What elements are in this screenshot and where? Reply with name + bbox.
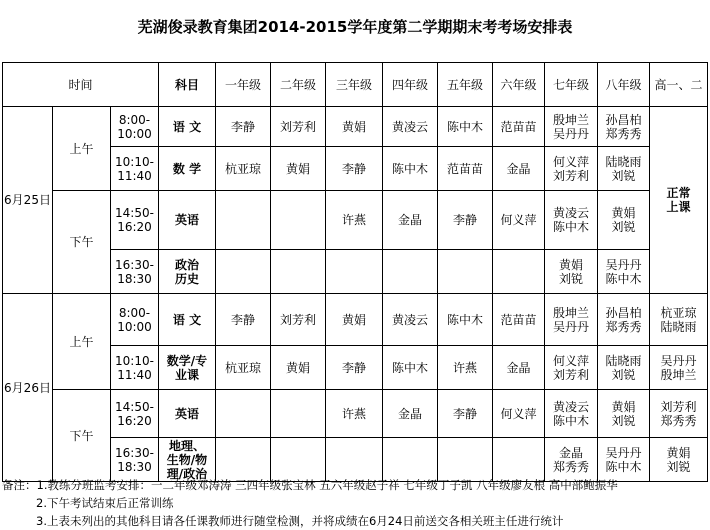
schedule-row bbox=[3, 107, 708, 147]
proctor-cell: 杭亚琼 bbox=[216, 346, 271, 390]
note-line: 1.教练分班监考安排：一二年级邓涛涛 三四年级张宝林 五六年级赵子祥 七年级丁子凯 八年级廖友根 高中部鲍振华 bbox=[36, 478, 618, 492]
proctor-cell bbox=[216, 390, 271, 438]
header-time: 时间 bbox=[3, 63, 159, 107]
header-grade: 高一、二 bbox=[650, 63, 708, 107]
proctor-cell: 黄娟 刘锐 bbox=[598, 390, 650, 438]
subject-cell: 语 文 bbox=[159, 107, 216, 147]
proctor-cell: 许燕 bbox=[326, 191, 383, 250]
proctor-cell: 黄凌云 陈中木 bbox=[545, 191, 598, 250]
proctor-cell bbox=[216, 191, 271, 250]
time-cell: 8:00- 10:00 bbox=[111, 294, 159, 346]
proctor-cell bbox=[271, 438, 326, 482]
proctor-cell bbox=[216, 250, 271, 294]
proctor-cell: 金晶 bbox=[383, 390, 438, 438]
proctor-cell: 陆晓雨 刘锐 bbox=[598, 346, 650, 390]
proctor-cell bbox=[326, 250, 383, 294]
time-cell: 8:00- 10:00 bbox=[111, 107, 159, 147]
subject-cell: 数 学 bbox=[159, 147, 216, 191]
header-grade: 六年级 bbox=[493, 63, 545, 107]
proctor-cell: 陈中木 bbox=[438, 107, 493, 147]
proctor-cell: 金晶 郑秀秀 bbox=[545, 438, 598, 482]
session-cell: 上午 bbox=[53, 107, 111, 191]
proctor-cell: 李静 bbox=[326, 147, 383, 191]
proctor-cell bbox=[326, 438, 383, 482]
session-cell: 上午 bbox=[53, 294, 111, 390]
proctor-cell bbox=[383, 438, 438, 482]
header-grade: 五年级 bbox=[438, 63, 493, 107]
proctor-cell: 李静 bbox=[216, 294, 271, 346]
proctor-cell: 黄娟 bbox=[326, 107, 383, 147]
proctor-cell: 许燕 bbox=[326, 390, 383, 438]
proctor-cell bbox=[216, 438, 271, 482]
proctor-cell: 范苗苗 bbox=[493, 294, 545, 346]
proctor-cell: 黄凌云 bbox=[383, 294, 438, 346]
subject-cell: 语 文 bbox=[159, 294, 216, 346]
proctor-cell: 陈中木 bbox=[438, 294, 493, 346]
proctor-cell: 金晶 bbox=[383, 191, 438, 250]
subject-cell: 英语 bbox=[159, 390, 216, 438]
notes-label: 备注： bbox=[2, 478, 37, 492]
proctor-cell bbox=[383, 250, 438, 294]
subject-cell: 政治 历史 bbox=[159, 250, 216, 294]
header-grade: 一年级 bbox=[216, 63, 271, 107]
time-cell: 16:30- 18:30 bbox=[111, 438, 159, 482]
notes bbox=[2, 476, 708, 530]
time-cell: 16:30- 18:30 bbox=[111, 250, 159, 294]
proctor-cell: 李静 bbox=[326, 346, 383, 390]
proctor-cell: 黄娟 刘锐 bbox=[545, 250, 598, 294]
proctor-cell: 黄娟 刘锐 bbox=[598, 191, 650, 250]
proctor-cell: 黄凌云 陈中木 bbox=[545, 390, 598, 438]
proctor-cell: 陆晓雨 刘锐 bbox=[598, 147, 650, 191]
proctor-cell: 吴丹丹 殷坤兰 bbox=[650, 346, 708, 390]
proctor-cell: 何义萍 bbox=[493, 191, 545, 250]
proctor-cell: 黄娟 bbox=[326, 294, 383, 346]
proctor-cell bbox=[271, 390, 326, 438]
time-cell: 10:10- 11:40 bbox=[111, 346, 159, 390]
subject-cell: 英语 bbox=[159, 191, 216, 250]
proctor-cell: 金晶 bbox=[493, 346, 545, 390]
date-cell: 6月25日 bbox=[3, 107, 53, 294]
header-grade: 八年级 bbox=[598, 63, 650, 107]
proctor-cell: 杭亚琼 bbox=[216, 147, 271, 191]
proctor-cell: 孙昌柏 郑秀秀 bbox=[598, 107, 650, 147]
subject-cell: 地理、 生物/物 理/政治 bbox=[159, 438, 216, 482]
proctor-cell: 殷坤兰 吴丹丹 bbox=[545, 107, 598, 147]
proctor-cell: 刘芳利 bbox=[271, 294, 326, 346]
time-cell: 10:10- 11:40 bbox=[111, 147, 159, 191]
proctor-cell: 范苗苗 bbox=[438, 147, 493, 191]
proctor-cell: 何义萍 刘芳利 bbox=[545, 147, 598, 191]
proctor-cell: 殷坤兰 吴丹丹 bbox=[545, 294, 598, 346]
proctor-cell bbox=[493, 438, 545, 482]
proctor-cell bbox=[271, 250, 326, 294]
proctor-cell: 孙昌柏 郑秀秀 bbox=[598, 294, 650, 346]
proctor-cell: 陈中木 bbox=[383, 147, 438, 191]
header-subject: 科目 bbox=[159, 63, 216, 107]
proctor-cell: 李静 bbox=[216, 107, 271, 147]
proctor-cell bbox=[493, 250, 545, 294]
proctor-cell: 范苗苗 bbox=[493, 107, 545, 147]
header-grade: 四年级 bbox=[383, 63, 438, 107]
subject-cell: 数学/专 业课 bbox=[159, 346, 216, 390]
session-cell: 下午 bbox=[53, 191, 111, 294]
proctor-cell: 吴丹丹 陈中木 bbox=[598, 250, 650, 294]
schedule-row bbox=[3, 390, 708, 438]
proctor-cell: 刘芳利 bbox=[271, 107, 326, 147]
proctor-cell: 杭亚琼 陆晓雨 bbox=[650, 294, 708, 346]
schedule-table bbox=[2, 62, 708, 482]
proctor-cell: 陈中木 bbox=[383, 346, 438, 390]
proctor-cell: 何义萍 刘芳利 bbox=[545, 346, 598, 390]
header-grade: 七年级 bbox=[545, 63, 598, 107]
proctor-cell: 金晶 bbox=[493, 147, 545, 191]
date-cell: 6月26日 bbox=[3, 294, 53, 482]
proctor-cell bbox=[271, 191, 326, 250]
proctor-cell: 刘芳利 郑秀秀 bbox=[650, 390, 708, 438]
proctor-cell: 吴丹丹 陈中木 bbox=[598, 438, 650, 482]
proctor-cell: 李静 bbox=[438, 390, 493, 438]
special-cell: 正常 上课 bbox=[650, 107, 708, 294]
page-title: 芜湖俊录教育集团2014-2015学年度第二学期期末考考场安排表 bbox=[137, 18, 573, 36]
proctor-cell: 何义萍 bbox=[493, 390, 545, 438]
proctor-cell: 黄娟 bbox=[271, 147, 326, 191]
proctor-cell: 李静 bbox=[438, 191, 493, 250]
proctor-cell: 黄娟 bbox=[271, 346, 326, 390]
note-line: 2.下午考试结束后正常训练 bbox=[36, 496, 174, 510]
time-cell: 14:50- 16:20 bbox=[111, 191, 159, 250]
schedule-row bbox=[3, 294, 708, 346]
proctor-cell bbox=[438, 438, 493, 482]
proctor-cell: 许燕 bbox=[438, 346, 493, 390]
schedule-row bbox=[3, 191, 708, 250]
header-grade: 二年级 bbox=[271, 63, 326, 107]
session-cell: 下午 bbox=[53, 390, 111, 482]
header-row bbox=[3, 63, 708, 107]
note-line: 3.上表未列出的其他科目请各任课教师进行随堂检测，并将成绩在6月24日前送交各相关班主任进行统计 bbox=[36, 514, 564, 528]
proctor-cell bbox=[438, 250, 493, 294]
proctor-cell: 黄娟 刘锐 bbox=[650, 438, 708, 482]
header-grade: 三年级 bbox=[326, 63, 383, 107]
time-cell: 14:50- 16:20 bbox=[111, 390, 159, 438]
proctor-cell: 黄凌云 bbox=[383, 107, 438, 147]
